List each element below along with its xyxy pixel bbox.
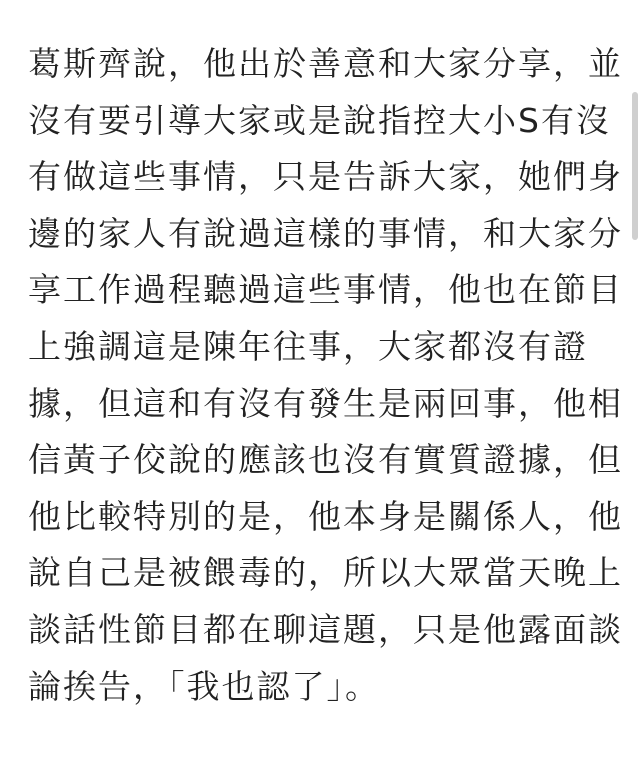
article-line: 有做這些事情，只是告訴大家，她們身 (28, 157, 623, 197)
article-line: 據，但這和有沒有發生是兩回事，他相 (28, 383, 623, 423)
article-line: 論挨告，「我也認了」。 (28, 666, 380, 706)
article-body (28, 36, 623, 715)
article-line: 沒有要引導大家或是說指控大小S有沒 (28, 100, 611, 140)
article-line: 邊的家人有說過這樣的事情，和大家分 (28, 213, 623, 253)
article-line: 談話性節目都在聊這題，只是他露面談 (28, 609, 623, 649)
article-line: 享工作過程聽過這些事情，他也在節目 (28, 270, 623, 310)
article-line: 他比較特別的是，他本身是關係人，他 (28, 496, 623, 536)
article-line: 信黃子佼說的應該也沒有實質證據，但 (28, 440, 623, 480)
article-line: 說自己是被餵毒的，所以大眾當天晚上 (28, 553, 623, 593)
article-line: 上強調這是陳年往事，大家都沒有證 (28, 326, 588, 366)
scrollbar-thumb[interactable] (632, 92, 638, 240)
article-line: 葛斯齊說，他出於善意和大家分享，並 (28, 44, 623, 83)
